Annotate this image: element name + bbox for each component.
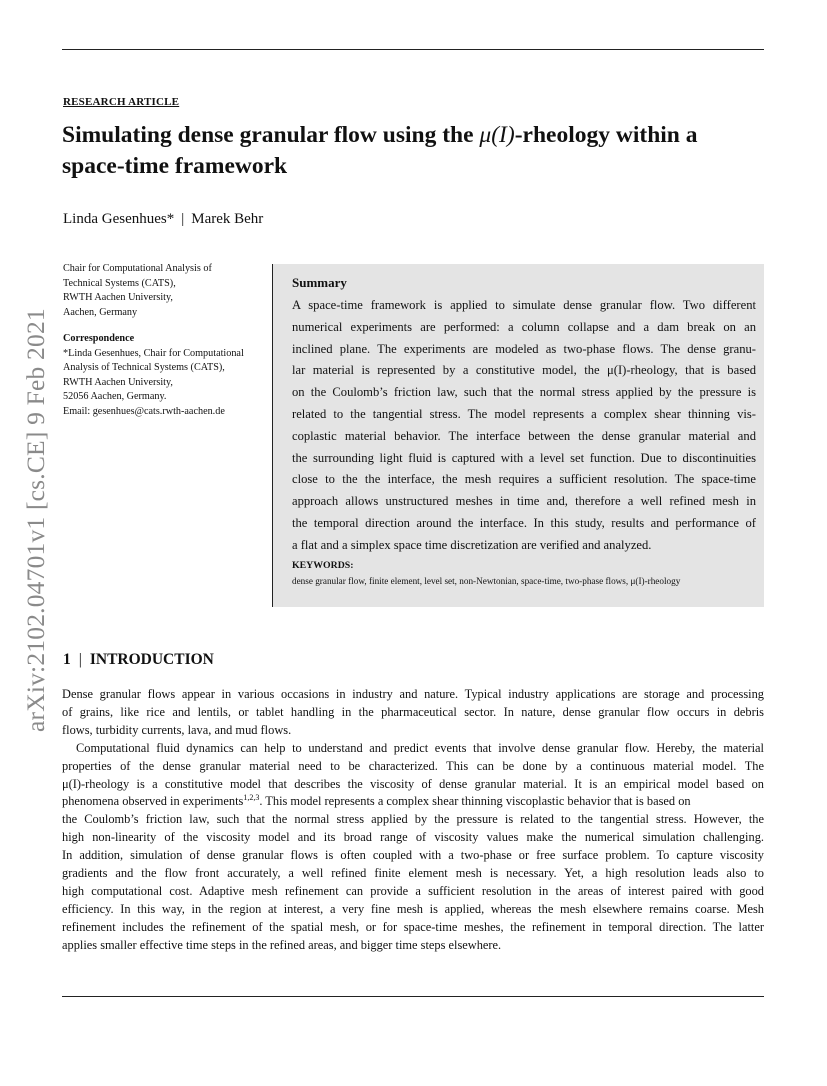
intro-line: In addition, simulation of dense granular flows is often coupled with a two-phase or free surface problem. To capture viscosity (62, 848, 764, 863)
summary-line: the surrounding light fluid is captured with a level set function. Due to discontinuities (292, 450, 756, 465)
title-part-2: -rheology within a space-time framework (62, 122, 698, 179)
summary-line: the temporal direction around the interface. In this study, results and performance of (292, 515, 756, 530)
intro-line: Dense granular flows appear in various occasions in industry and nature. Typical industry applications are storage and processing (62, 687, 764, 701)
section-title: INTRODUCTION (89, 651, 214, 668)
intro-line: efficiency. In this way, in the region at interest, a very fine mesh is applied, whereas the mesh elsewhere remains coarse. Mesh (62, 901, 764, 916)
paper-title (62, 120, 762, 182)
intro-line-text: . This model represents a complex shear thinning viscoplastic behavior that is based on (259, 794, 691, 809)
correspondence-line: Analysis of Technical Systems (CATS), (63, 362, 225, 373)
author-behr: Marek Behr (191, 211, 264, 227)
summary-line: A space-time framework is applied to simulate dense granular flow. Two different (292, 298, 756, 312)
intro-line: gradients and the flow front accurately, a well refined finite element mesh is necessary. Yet, a high resolution leads also to (62, 866, 764, 881)
summary-line: lar material is represented by a constitutive model, the μ(I)-rheology, that is based (292, 363, 756, 378)
keywords-heading: KEYWORDS: (292, 560, 354, 571)
author-list (63, 211, 263, 228)
top-rule (62, 49, 764, 50)
intro-line: refinement includes the refinement of the spatial mesh, or for space-time meshes, the refinement in temporal direction. The latter (62, 919, 764, 934)
section-separator: | (78, 651, 82, 668)
intro-line: high computational cost. Adaptive mesh refinement can provide a sufficient resolution in the areas of interest paired with good (62, 883, 764, 898)
correspondence-line: *Linda Gesenhues, Chair for Computational (63, 347, 244, 359)
intro-line: applies smaller effective time steps in the refined areas, and bigger time steps elsewhere. (62, 937, 502, 952)
correspondence-line: 52056 Aachen, Germany. (63, 391, 167, 402)
intro-line: of grains, like rice and lentils, or tablet handling in the pharmaceutical sector. In nature, dense granular flow occurs in debris (62, 704, 764, 719)
summary-line: inclined plane. The experiments are modeled as two-phase flows. The dense granu- (292, 341, 756, 356)
affiliation-line: RWTH Aachen University, (63, 292, 173, 303)
summary-text (292, 295, 756, 557)
bottom-rule (62, 996, 764, 997)
correspondence-heading: Correspondence (63, 333, 135, 344)
summary-line: approach allows unstructured meshes in time and, therefore a well refined mesh in (292, 494, 756, 509)
affiliation-line: Chair for Computational Analysis of (63, 263, 212, 274)
intro-line: properties of the dense granular material need to be characterized. This can be done by a continuous material model. The (62, 758, 764, 773)
correspondence-email: Email: gesenhues@cats.rwth-aachen.de (63, 405, 225, 417)
title-mu-symbol: μ(I) (479, 122, 515, 148)
intro-line-text: phenomena observed in experiments (62, 794, 244, 809)
author-separator: | (181, 211, 185, 227)
summary-heading: Summary (292, 275, 347, 290)
citation-superscript: 1,2,3 (243, 793, 260, 803)
summary-line: on the Coulomb’s friction law, such that the normal stress applied by the pressure is (292, 385, 756, 400)
summary-line: a flat and a simplex space time discretization are verified and analyzed. (292, 537, 652, 552)
affiliation-line: Technical Systems (CATS), (63, 277, 176, 289)
arxiv-identifier-stamp: arXiv:2102.04701v1 [cs.CE] 9 Feb 2021 (21, 308, 50, 732)
summary-line: related to the tangential stress. The model represents a complex shear thinning vis- (292, 406, 756, 421)
author-gesenhues: Linda Gesenhues* (63, 211, 175, 227)
correspondence-line: RWTH Aachen University, (63, 376, 173, 388)
intro-line: Computational fluid dynamics can help to understand and predict events that involve dense granular flow. Hereby, the material (76, 740, 764, 755)
article-type-label: RESEARCH ARTICLE (63, 96, 180, 108)
intro-line-with-citation (62, 793, 764, 811)
intro-line: high non-linearity of the viscosity model and its broad range of viscosity values make the numerical simulation challenging. (62, 830, 764, 845)
section-heading (63, 651, 214, 669)
summary-line: coplastic material behavior. The interface between the dense granular material and (292, 428, 756, 443)
abstract-box (272, 264, 764, 607)
keywords-list: dense granular flow, finite element, level set, non-Newtonian, space-time, two-phase flows, μ(I)-rheology (292, 576, 681, 586)
affiliation-block (63, 262, 268, 419)
intro-line: flows, turbidity currents, lava, and mud flows. (62, 722, 292, 737)
affiliation-line: Aachen, Germany (63, 306, 138, 318)
summary-line: numerical experiments are performed: a column collapse and a dam break on an (292, 319, 756, 334)
intro-line: μ(I)-rheology is a constitutive model that describes the viscosity of dense granular material. It is an empirical model based on (62, 776, 764, 791)
section-number: 1 (63, 651, 71, 668)
intro-line: the Coulomb’s friction law, such that the normal stress applied by the pressure is related to the tangential stress. However, the (62, 812, 764, 827)
introduction-text (62, 686, 764, 955)
summary-line: close to the the interface, the mesh requires a sufficient resolution. The space-time (292, 472, 756, 487)
title-part-1: Simulating dense granular flow using the (62, 122, 480, 148)
